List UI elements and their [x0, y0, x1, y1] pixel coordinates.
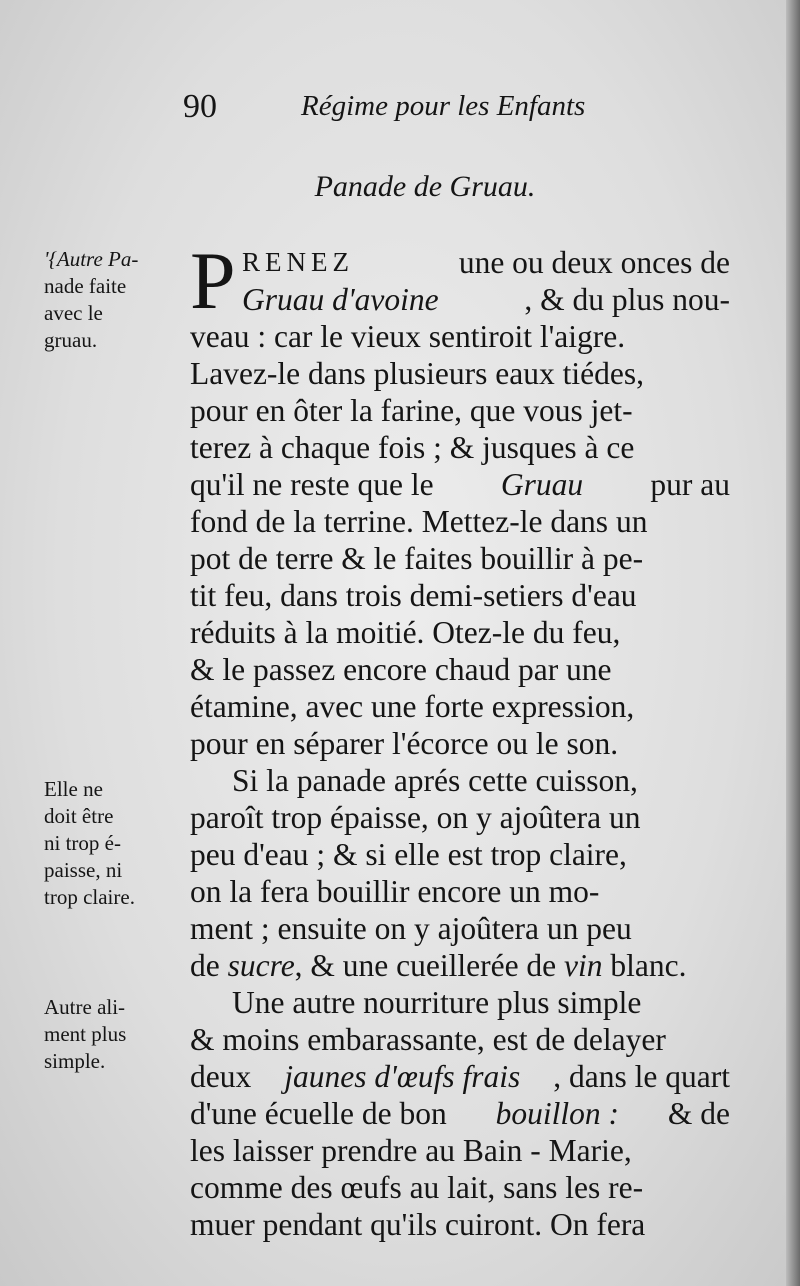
text-line: les laisser prendre au Bain - Marie, — [190, 1133, 632, 1168]
margin-note-1 — [44, 246, 184, 354]
margin-note-line: Autre ali- — [44, 995, 126, 1019]
page-number: 90 — [183, 88, 217, 125]
text-run — [190, 947, 687, 984]
text-line — [190, 1058, 730, 1095]
text-run: blanc. — [610, 948, 687, 983]
text-run: , & du plus nou- — [524, 282, 730, 317]
text-run: sucre — [227, 948, 295, 983]
margin-note-line: avec le — [44, 301, 103, 325]
running-head: Régime pour les Enfants — [301, 90, 586, 122]
margin-note-3 — [44, 994, 184, 1075]
text-line: réduits à la moitié. Otez-le du feu, — [190, 615, 621, 650]
margin-note-line: trop claire. — [44, 885, 135, 909]
margin-note-line: doit être — [44, 804, 114, 828]
text-line — [242, 244, 730, 281]
margin-note-line: nade faite — [44, 274, 127, 298]
text-line: comme des œufs au lait, sans les re- — [190, 1170, 644, 1205]
text-line: tit feu, dans trois demi-setiers d'eau — [190, 578, 637, 613]
text-line: muer pendant qu'ils cuiront. On fera — [190, 1207, 646, 1242]
text-run: vin — [564, 948, 603, 983]
text-line: veau : car le vieux sentiroit l'aigre. — [190, 319, 626, 354]
drop-cap: P — [190, 235, 236, 326]
text-run: qu'il ne reste que le — [190, 467, 434, 502]
text-run: jaunes d'œufs frais — [284, 1059, 521, 1094]
margin-note-line: ni trop é- — [44, 831, 121, 855]
text-run: , dans le quart — [553, 1059, 730, 1094]
margin-note-line: simple. — [44, 1049, 106, 1073]
text-run: , & une cueillerée de — [294, 948, 557, 983]
text-line: on la fera bouillir encore un mo- — [190, 874, 600, 909]
text-run: Gruau d'avoine — [242, 282, 439, 317]
text-line: terez à chaque fois ; & jusques à ce — [190, 430, 635, 465]
text-line: Une autre nourriture plus simple — [232, 985, 642, 1020]
text-line: ment ; ensuite on y ajoûtera un peu — [190, 911, 632, 946]
text-run: RENEZ — [242, 247, 354, 277]
margin-note-line: '{Autre Pa- — [44, 247, 139, 271]
text-line: Si la panade aprés cette cuisson, — [232, 763, 638, 798]
margin-note-2 — [44, 776, 184, 911]
text-line: paroît trop épaisse, on y ajoûtera un — [190, 800, 641, 835]
text-run: une ou deux onces de — [458, 245, 730, 280]
text-line: pot de terre & le faites bouillir à pe- — [190, 541, 644, 576]
text-run: pur au — [650, 467, 730, 502]
margin-note-line: paisse, ni — [44, 858, 123, 882]
text-run: Gruau — [500, 467, 584, 502]
text-line: pour en ôter la farine, que vous jet- — [190, 393, 633, 428]
text-line: & le passez encore chaud par une — [190, 652, 612, 687]
margin-note-line: ment plus — [44, 1022, 127, 1046]
text-run: de — [190, 948, 220, 983]
text-line — [242, 281, 730, 318]
body-text — [190, 235, 730, 1243]
text-run: d'une écuelle de bon — [190, 1096, 447, 1131]
margin-note-line: gruau. — [44, 328, 98, 352]
text-line: Lavez-le dans plusieurs eaux tiédes, — [190, 356, 644, 391]
section-title: Panade de Gruau. — [314, 170, 536, 203]
text-line: étamine, avec une forte expression, — [190, 689, 635, 724]
margin-note-line: Elle ne — [44, 777, 103, 801]
text-line: pour en séparer l'écorce ou le son. — [190, 726, 619, 761]
text-line — [190, 1095, 730, 1132]
text-line: & moins embarassante, est de delayer — [190, 1022, 666, 1057]
text-line — [190, 947, 730, 984]
text-run: bouillon : — [495, 1096, 619, 1131]
text-line: fond de la terrine. Mettez-le dans un — [190, 504, 648, 539]
text-line: peu d'eau ; & si elle est trop claire, — [190, 837, 627, 872]
text-line — [190, 466, 730, 503]
text-run: & de — [667, 1096, 730, 1131]
text-run: deux — [190, 1059, 252, 1094]
page-header — [183, 88, 643, 128]
